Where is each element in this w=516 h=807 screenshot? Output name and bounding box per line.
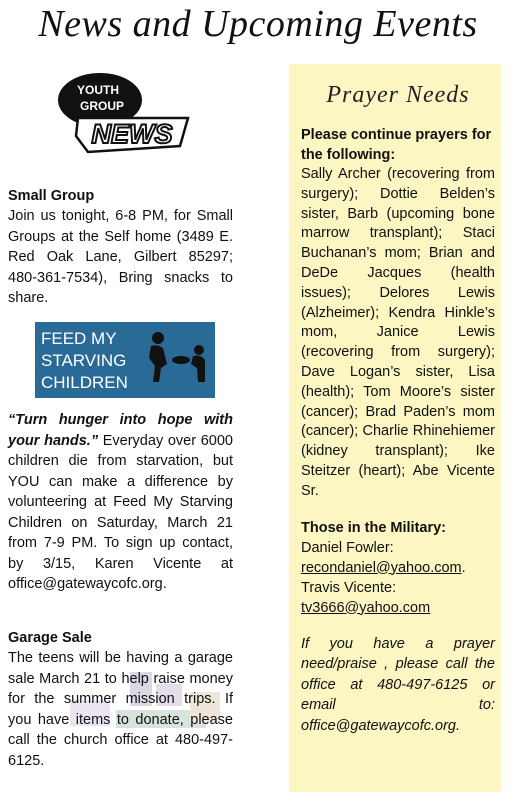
fmsc-logo-line1: FEED MY [41, 329, 117, 348]
logo-line1: YOUTH [77, 83, 119, 97]
page-title: News and Upcoming Events [38, 3, 478, 45]
fmsc-logo-line2: STARVING [41, 351, 127, 370]
small-group-body: Join us tonight, 6-8 PM, for Small Groups at the Self home (3489 E. Red Oak Lane, Gilbert 85297; 480-361-7534), Bring snacks to share. [8, 208, 233, 306]
military-name-2: Travis Vicente: [301, 579, 397, 596]
garage-sale-section [8, 628, 233, 771]
fmsc-body: Everyday over 6000 children die from starvation, but YOU can make a difference by volunteering at Feed My Starving Children on Saturday, March 21 from 7-9 PM. To sign up contact, by 3/15, Karen Vicente at office@gatewaycofc.org. [8, 432, 233, 592]
prayer-list: Sally Archer (recovering from surgery); Dottie Belden’s sister, Barb (upcoming bone marrow transplant); Staci Buchanan’s mom; Brian and DeDe Jacques (health issues); Delores Lewis (Alzheimer); Kendra Hinkle’s mom, Janice Lewis (recovering from surgery); Dave Logan’s sister, Lisa (health); Tom Moore’s sister (cancer); Brad Paden’s mom (cancer); Charlie Rhinehiemer (kidney transplant); Ike Steitzer (heart); Abe Vicente Sr. [301, 166, 495, 499]
youth-group-news-logo [48, 70, 198, 160]
logo-news: NEWS [91, 119, 173, 149]
fmsc-section [8, 410, 233, 595]
email-link-2[interactable]: tv3666@yahoo.com [301, 599, 431, 616]
garage-sale-heading: Garage Sale [8, 630, 92, 646]
military-name-1: Daniel Fowler: [301, 539, 394, 556]
garage-sale-body: The teens will be having a garage sale March 21 to help raise money for the summer mission trips. If you have items to donate, please call the church office at 480-497-6125. [8, 650, 233, 769]
small-group-section [8, 186, 233, 309]
prayer-needs-title: Prayer Needs [326, 82, 470, 108]
fmsc-quote: “Turn hunger into hope with your hands.” [8, 412, 233, 449]
email-link-1[interactable]: recondaniel@yahoo.com [301, 559, 462, 576]
prayer-heading: Please continue prayers for the following: [301, 127, 492, 163]
logo-line2: GROUP [79, 99, 125, 113]
prayer-closing: If you have a prayer need/praise , please call the office at 480-497-6125 or email to: office@gatewaycofc.org. [301, 635, 495, 734]
fmsc-logo-line3: CHILDREN [41, 373, 128, 392]
prayer-needs-box [289, 64, 501, 792]
military-contact-1 [301, 558, 495, 578]
small-group-heading: Small Group [8, 188, 95, 204]
feed-my-starving-children-logo [35, 322, 215, 398]
military-heading: Those in the Military: [301, 519, 447, 536]
email-suffix-1: . [461, 559, 466, 576]
military-contact-2 [301, 598, 495, 618]
